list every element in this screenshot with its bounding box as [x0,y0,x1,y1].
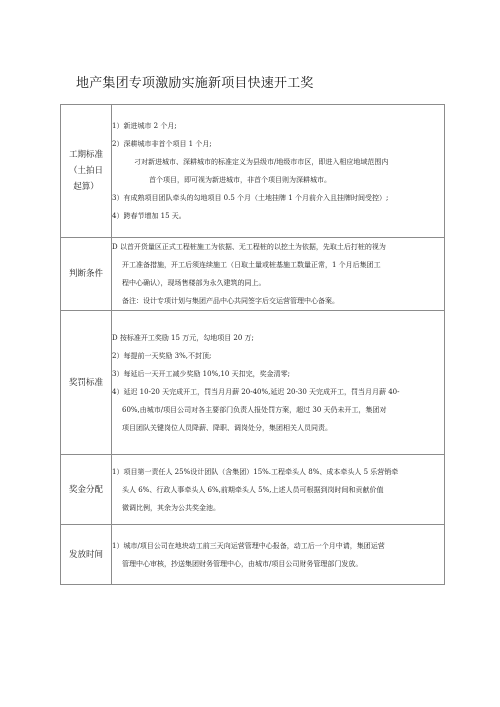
table-row-schedule-standard [61,105,445,238]
content-line: 3）有成熟项目团队牵头的勾地项目 0.5 个月（土地挂牌 1 个月前介入且挂牌时间受控）; [112,194,389,202]
table-row-bonus-allocation [61,455,445,525]
row-content-payout-time [112,525,445,585]
content-line: D 按标准开工奖励 15 万元，勾地项目 20 万; [112,333,254,342]
content-line: 4）跨春节增加 15 天。 [112,212,186,220]
row-label-reward-penalty [61,311,112,455]
label-line: （土拍日 [68,166,103,176]
label-line: 工期标准 [68,150,103,160]
row-label-criteria [61,238,112,311]
label-line: 发放时间 [68,549,103,560]
label-line: 判断条件 [68,269,103,279]
content-line: 首个项目，即可视为新进城市，非首个项目则为深耕城市。 [149,176,331,184]
content-line: 4）延迟 10-20 天完成开工，罚当月月薪 20-40%,延迟 20-30 天完成开工，罚当月月薪 40- [112,387,400,396]
content-line: 程中心确认），现场售楼部为永久建筑的同上。 [122,279,266,287]
row-content-reward-penalty [112,311,445,455]
row-label-schedule-standard [61,105,112,238]
incentive-table [60,104,445,585]
content-line: 2）每提前一天奖励 3%,不封顶; [112,351,212,360]
content-line: 1）新进城市 2 个月; [112,122,177,130]
content-line: 管理中心审核，抄送集团财务管理中心，由城市/项目公司财务管理部门发放。 [122,559,363,568]
content-line: 项目团队关键岗位人员降薪、降职、调岗处分，集团相关人员同责。 [122,423,332,432]
table-row-reward-penalty [61,311,445,455]
row-content-bonus-allocation [112,455,445,525]
content-line: 60%,由城市/项目公司对各主要部门负责人报处罚方案，超过 30 天仍未开工，集团对 [122,405,387,414]
document-title: 地产集团专项激励实施新项目快速开工奖 [76,76,314,91]
content-line: D 以首开货量区正式工程桩施工为依据、无工程桩的以挖土为依据，先取土后打桩的视为 [112,243,386,251]
content-line: 头人 6%、行政人事牵头人 6%,前期牵头人 5%,上述人员可根据到岗时间和贡献价值 [122,485,384,494]
content-line: 微调比例，其余为公共奖金池。 [122,503,220,512]
content-line: 刁对新进城市、深耕城市的标准定义为县级市/地级市市区，即进入相应地域范围内 [134,158,389,166]
content-line: 3）每延后一天开工减少奖励 10%,10 天扣完，奖金清零; [112,369,290,378]
content-line: 1）城市/项目公司在地块动工前三天向运营管理中心报备，动工后一个月中请，集团运营 [112,541,385,550]
table-row-criteria [61,238,445,311]
row-content-schedule-standard [112,105,445,238]
label-line: 奖罚标准 [68,377,103,388]
label-line: 起算） [73,182,99,192]
label-line: 奖金分配 [68,484,103,495]
content-line: 备注：设计专项计划与集团产品中心共同签字后交运营管理中心备案。 [122,297,339,305]
row-label-payout-time [61,525,112,585]
row-label-bonus-allocation [61,455,112,525]
table-row-payout-time [61,525,445,585]
content-line: 开工准备措施，开工后须连续施工（日取土量或桩基施工数量正常，1 个月后集团工 [122,261,381,269]
content-line: 1）项目第一责任人 25%设计团队（含集团）15%.工程牵头人 8%、成本牵头人 5 乐营销牵 [112,467,399,476]
row-content-criteria [112,238,445,311]
content-line: 2）深耕城市非首个项目 1 个月; [112,140,212,148]
